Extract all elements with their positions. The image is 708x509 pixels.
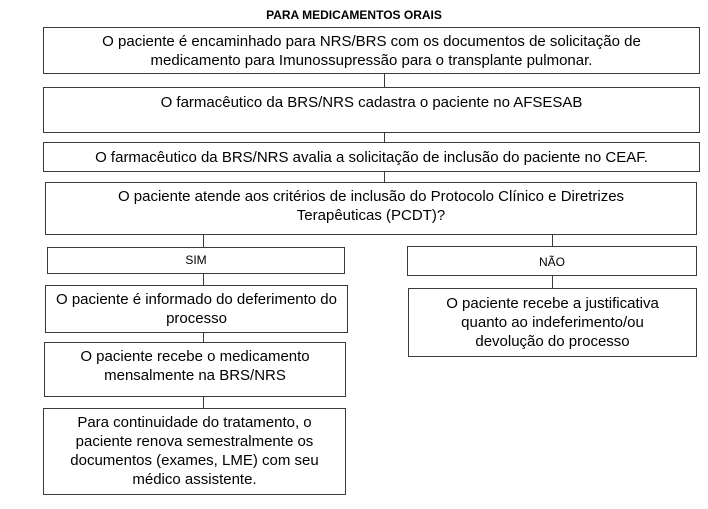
step-referral [43,27,700,74]
branch-yes-text: SIM [185,253,207,267]
decision-pcdt-text: O paciente atende aos critérios de inclusão do Protocolo Clínico e Diretrizes Terapêuticas (PCDT)? [117,188,625,224]
connector [384,74,385,87]
connector [203,235,204,247]
connector [552,276,553,288]
diagram-title: PARA MEDICAMENTOS ORAIS [266,8,442,22]
connector [384,172,385,182]
branch-no-text: NÃO [538,255,565,269]
no-step-justification-text: O paciente recebe a justificativa quanto ao indeferimento/ou devolução do processo [446,295,659,350]
yes-step-approved [45,285,348,333]
connector [203,397,204,408]
connector [552,235,553,246]
step-evaluate-text: O farmacêutico da BRS/NRS avalia a solicitação de inclusão do paciente no CEAF. [95,148,648,166]
connector [384,133,385,142]
yes-step-receive [44,342,346,397]
connector [203,333,204,342]
connector [203,274,204,285]
decision-pcdt [45,182,697,235]
yes-step-renew [43,408,346,495]
branch-yes-label [47,247,345,274]
no-step-justification [408,288,697,357]
yes-step-renew-text: Para continuidade do tratamento, o paciente renova semestralmente os documentos (exames, LME) com seu médico assistente. [70,414,319,488]
step-evaluate [43,142,700,172]
step-register-text: O farmacêutico da BRS/NRS cadastra o paciente no AFSESAB [160,94,583,111]
step-register [43,87,700,133]
step-referral-text: O paciente é encaminhado para NRS/BRS com os documentos de solicitação de medicamento para Imunossupressão para o transplante pulmonar. [102,32,641,69]
branch-no-label [407,246,697,276]
yes-step-approved-text: O paciente é informado do deferimento do processo [55,291,337,327]
yes-step-receive-text: O paciente recebe o medicamento mensalmente na BRS/NRS [80,348,310,384]
